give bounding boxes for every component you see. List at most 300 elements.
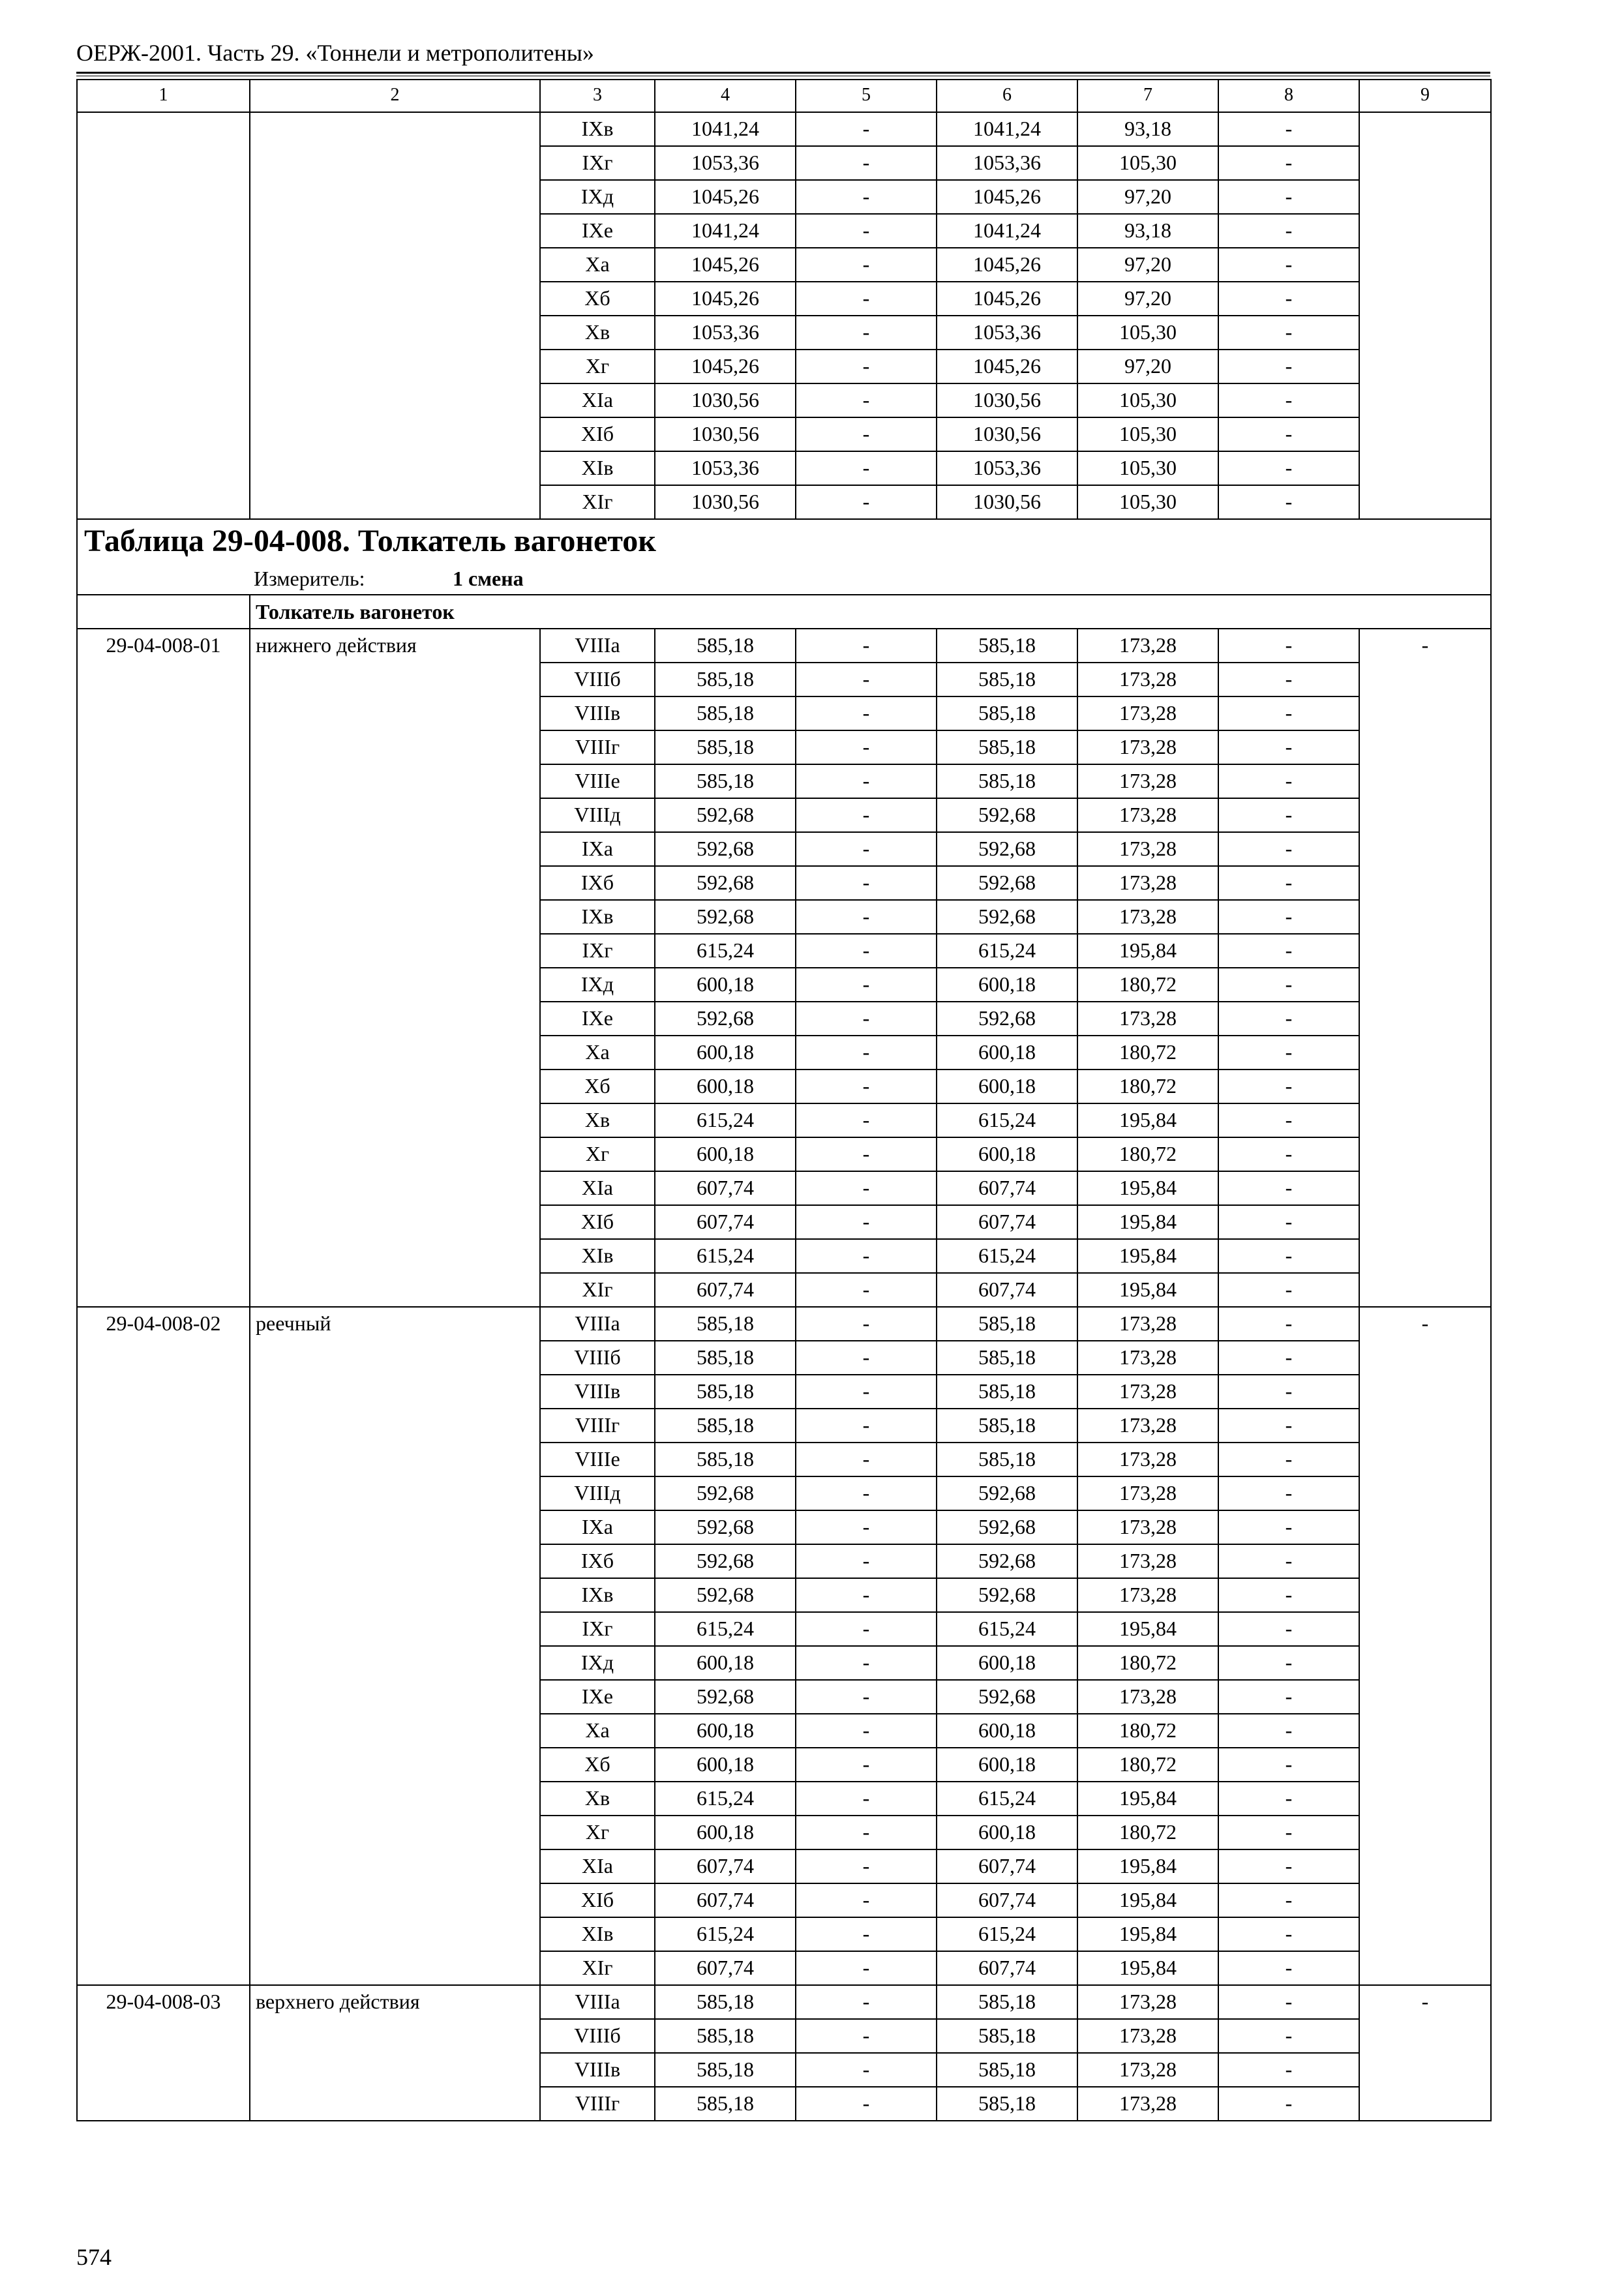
table-cell: XIв xyxy=(540,451,655,485)
table-cell: 585,18 xyxy=(937,1409,1077,1443)
table-cell: - xyxy=(1218,1544,1359,1578)
table-cell: 607,74 xyxy=(937,1849,1077,1883)
col9-cell xyxy=(1359,112,1491,519)
table-cell: - xyxy=(1218,1782,1359,1816)
table-cell: IXе xyxy=(540,1002,655,1036)
table-cell: 1045,26 xyxy=(937,248,1077,282)
table-cell: XIв xyxy=(540,1239,655,1273)
table-cell: 105,30 xyxy=(1077,316,1218,350)
table-cell: 600,18 xyxy=(937,1816,1077,1849)
table-cell: - xyxy=(1218,1307,1359,1341)
table-cell: - xyxy=(796,1680,937,1714)
table-cell: 173,28 xyxy=(1077,866,1218,900)
table-cell: - xyxy=(796,1714,937,1748)
column-number: 9 xyxy=(1359,80,1491,112)
column-number: 2 xyxy=(250,80,540,112)
table-cell: 1030,56 xyxy=(937,417,1077,451)
table-cell: 592,68 xyxy=(655,832,796,866)
table-cell: IXд xyxy=(540,968,655,1002)
table-cell: 585,18 xyxy=(937,629,1077,663)
table-cell: - xyxy=(796,383,937,417)
table-cell: 585,18 xyxy=(937,696,1077,730)
table-cell: 585,18 xyxy=(655,2087,796,2121)
table-title-row xyxy=(77,519,1491,563)
table-cell: - xyxy=(796,1036,937,1070)
table-cell: - xyxy=(796,146,937,180)
table-cell: 607,74 xyxy=(655,1883,796,1917)
table-cell: - xyxy=(1218,764,1359,798)
table-cell: 195,84 xyxy=(1077,1612,1218,1646)
table-cell: 1030,56 xyxy=(655,417,796,451)
table-cell: 173,28 xyxy=(1077,2087,1218,2121)
table-cell: 195,84 xyxy=(1077,1849,1218,1883)
table-cell: - xyxy=(796,1544,937,1578)
table-cell: IXе xyxy=(540,214,655,248)
table-cell: IXв xyxy=(540,900,655,934)
table-cell: 1045,26 xyxy=(655,180,796,214)
table-cell: - xyxy=(1218,1036,1359,1070)
table-cell: 585,18 xyxy=(655,2019,796,2053)
table-cell: - xyxy=(796,316,937,350)
table-cell: 173,28 xyxy=(1077,2019,1218,2053)
table-cell: 615,24 xyxy=(655,1612,796,1646)
table-cell: - xyxy=(1218,1985,1359,2019)
table-cell: 585,18 xyxy=(655,764,796,798)
table-cell: XIв xyxy=(540,1917,655,1951)
table-cell: - xyxy=(796,629,937,663)
table-cell: 585,18 xyxy=(655,1409,796,1443)
table-cell: 1045,26 xyxy=(937,350,1077,383)
col9-cell: - xyxy=(1359,1307,1491,1985)
table-cell: VIIIг xyxy=(540,2087,655,2121)
table-cell: 1041,24 xyxy=(937,112,1077,146)
table-cell: - xyxy=(1218,1409,1359,1443)
measure-cell xyxy=(77,563,1491,595)
table-cell: 592,68 xyxy=(655,866,796,900)
table-cell: - xyxy=(796,764,937,798)
table-cell: 607,74 xyxy=(655,1951,796,1985)
table-cell: - xyxy=(796,730,937,764)
column-number-row xyxy=(77,80,1491,112)
table-cell: 1045,26 xyxy=(655,350,796,383)
table-cell: 173,28 xyxy=(1077,730,1218,764)
table-cell: IXд xyxy=(540,1646,655,1680)
table-cell: 600,18 xyxy=(655,1646,796,1680)
table-cell: - xyxy=(796,1985,937,2019)
table-cell: 600,18 xyxy=(655,1816,796,1849)
table-cell: IXе xyxy=(540,1680,655,1714)
table-cell: - xyxy=(796,1002,937,1036)
table-cell: 105,30 xyxy=(1077,451,1218,485)
table-cell: 585,18 xyxy=(937,2087,1077,2121)
table-cell: 585,18 xyxy=(655,2053,796,2087)
table-cell: - xyxy=(1218,1103,1359,1137)
table-cell: 600,18 xyxy=(655,1070,796,1103)
table-cell: 1053,36 xyxy=(937,146,1077,180)
table-cell: - xyxy=(1218,2019,1359,2053)
item-code: 29-04-008-01 xyxy=(77,629,250,1307)
table-cell: 173,28 xyxy=(1077,1409,1218,1443)
table-cell: 195,84 xyxy=(1077,1951,1218,1985)
table-cell: - xyxy=(796,934,937,968)
table-cell: 592,68 xyxy=(937,1476,1077,1510)
table-cell: 600,18 xyxy=(937,1036,1077,1070)
table-cell: - xyxy=(1218,2053,1359,2087)
item-code: 29-04-008-03 xyxy=(77,1985,250,2121)
table-cell: IXг xyxy=(540,1612,655,1646)
table-cell: - xyxy=(1218,1239,1359,1273)
table-cell: 600,18 xyxy=(937,1748,1077,1782)
table-cell: VIIIа xyxy=(540,629,655,663)
table-cell: - xyxy=(796,2019,937,2053)
table-cell: XIг xyxy=(540,485,655,519)
table-cell: VIIIв xyxy=(540,1375,655,1409)
table-cell: - xyxy=(796,1171,937,1205)
table-cell: - xyxy=(1218,1680,1359,1714)
table-cell: 1030,56 xyxy=(655,485,796,519)
table-cell: 615,24 xyxy=(937,1612,1077,1646)
column-number: 1 xyxy=(77,80,250,112)
table-cell: 173,28 xyxy=(1077,1476,1218,1510)
table-cell: IXа xyxy=(540,1510,655,1544)
table-cell: - xyxy=(796,900,937,934)
table-cell: - xyxy=(796,350,937,383)
table-cell: - xyxy=(1218,282,1359,316)
table-cell: - xyxy=(796,451,937,485)
table-cell: XIг xyxy=(540,1273,655,1307)
table-cell: - xyxy=(1218,180,1359,214)
table-cell: - xyxy=(796,1816,937,1849)
table-cell: VIIIв xyxy=(540,2053,655,2087)
header-rule xyxy=(76,72,1490,74)
table-cell: - xyxy=(796,696,937,730)
table-cell: 173,28 xyxy=(1077,1510,1218,1544)
table-cell: - xyxy=(1218,1443,1359,1476)
table-cell: - xyxy=(1218,1341,1359,1375)
table-cell: 173,28 xyxy=(1077,900,1218,934)
table-cell: 105,30 xyxy=(1077,383,1218,417)
table-cell: - xyxy=(796,1612,937,1646)
table-cell: 180,72 xyxy=(1077,1714,1218,1748)
table-cell: - xyxy=(1218,968,1359,1002)
table-cell: - xyxy=(796,1137,937,1171)
table-cell: IXг xyxy=(540,146,655,180)
table-cell: 180,72 xyxy=(1077,1036,1218,1070)
table-cell: - xyxy=(1218,1714,1359,1748)
table-cell: 180,72 xyxy=(1077,968,1218,1002)
table-cell: - xyxy=(1218,696,1359,730)
table-cell: 1045,26 xyxy=(655,282,796,316)
item-name: верхнего действия xyxy=(250,1985,540,2121)
table-cell: 592,68 xyxy=(655,1510,796,1544)
table-cell: 585,18 xyxy=(655,1443,796,1476)
table-cell: 592,68 xyxy=(937,1544,1077,1578)
table-cell: 607,74 xyxy=(937,1171,1077,1205)
table-cell: VIIIе xyxy=(540,764,655,798)
table-cell: 585,18 xyxy=(655,730,796,764)
table-cell: IXб xyxy=(540,866,655,900)
table-cell: - xyxy=(796,968,937,1002)
measure-label: Измеритель: xyxy=(254,567,365,590)
table-cell: - xyxy=(1218,663,1359,696)
table-cell: 592,68 xyxy=(655,1476,796,1510)
column-number: 3 xyxy=(540,80,655,112)
table-cell: - xyxy=(1218,1205,1359,1239)
table-cell: VIIIб xyxy=(540,1341,655,1375)
table-cell: - xyxy=(1218,934,1359,968)
table-cell: 195,84 xyxy=(1077,1103,1218,1137)
column-number: 6 xyxy=(937,80,1077,112)
table-cell: VIIIб xyxy=(540,2019,655,2053)
table-cell: 600,18 xyxy=(937,1137,1077,1171)
table-cell: 180,72 xyxy=(1077,1816,1218,1849)
table-cell: 600,18 xyxy=(937,1070,1077,1103)
table-cell: 1053,36 xyxy=(655,146,796,180)
table-cell: - xyxy=(1218,832,1359,866)
table-row xyxy=(77,1307,1491,1341)
table-cell: 592,68 xyxy=(937,1680,1077,1714)
table-cell: 615,24 xyxy=(655,1103,796,1137)
table-cell: 585,18 xyxy=(655,663,796,696)
table-cell: - xyxy=(796,1510,937,1544)
column-number: 7 xyxy=(1077,80,1218,112)
table-cell: 97,20 xyxy=(1077,180,1218,214)
table-cell: - xyxy=(796,1748,937,1782)
table-cell: 585,18 xyxy=(937,764,1077,798)
table-cell: 585,18 xyxy=(937,663,1077,696)
table-cell: 1030,56 xyxy=(937,485,1077,519)
name-cell xyxy=(250,112,540,519)
table-cell: 195,84 xyxy=(1077,1917,1218,1951)
table-cell: 1041,24 xyxy=(937,214,1077,248)
column-number: 8 xyxy=(1218,80,1359,112)
table-cell: Xб xyxy=(540,1748,655,1782)
table-cell: VIIIд xyxy=(540,1476,655,1510)
table-cell: IXа xyxy=(540,832,655,866)
table-cell: 173,28 xyxy=(1077,1307,1218,1341)
table-cell: - xyxy=(1218,1070,1359,1103)
table-cell: - xyxy=(796,248,937,282)
table-cell: - xyxy=(1218,1849,1359,1883)
table-cell: 592,68 xyxy=(937,866,1077,900)
table-cell: - xyxy=(796,1849,937,1883)
item-name: нижнего действия xyxy=(250,629,540,1307)
table-cell: 97,20 xyxy=(1077,350,1218,383)
table-cell: - xyxy=(1218,1917,1359,1951)
table-cell: 607,74 xyxy=(655,1273,796,1307)
table-cell: 600,18 xyxy=(655,1748,796,1782)
table-cell: - xyxy=(1218,730,1359,764)
table-cell: - xyxy=(796,180,937,214)
table-cell: - xyxy=(796,1646,937,1680)
table-cell: 615,24 xyxy=(937,934,1077,968)
table-cell: 585,18 xyxy=(655,1341,796,1375)
table-cell: 600,18 xyxy=(937,968,1077,1002)
table-cell: 195,84 xyxy=(1077,1171,1218,1205)
table-cell: - xyxy=(1218,1137,1359,1171)
table-cell: - xyxy=(796,1070,937,1103)
table-cell: - xyxy=(796,663,937,696)
table-cell: - xyxy=(796,866,937,900)
table-cell: Xа xyxy=(540,248,655,282)
table-cell: - xyxy=(796,485,937,519)
table-cell: Xа xyxy=(540,1036,655,1070)
table-cell: 615,24 xyxy=(937,1103,1077,1137)
table-cell: Xб xyxy=(540,1070,655,1103)
table-cell: - xyxy=(1218,451,1359,485)
table-cell: 195,84 xyxy=(1077,1883,1218,1917)
table-cell: 195,84 xyxy=(1077,1782,1218,1816)
table-cell: 1030,56 xyxy=(655,383,796,417)
table-cell: 173,28 xyxy=(1077,1544,1218,1578)
table-cell: Xб xyxy=(540,282,655,316)
table-cell: - xyxy=(1218,248,1359,282)
item-code: 29-04-008-02 xyxy=(77,1307,250,1985)
table-cell: - xyxy=(1218,1646,1359,1680)
table-cell: 173,28 xyxy=(1077,1985,1218,2019)
table-cell: 1053,36 xyxy=(937,451,1077,485)
table-cell: IXв xyxy=(540,1578,655,1612)
table-cell: - xyxy=(796,1476,937,1510)
table-cell: - xyxy=(796,1782,937,1816)
table-cell: XIа xyxy=(540,1849,655,1883)
section-title: Толкатель вагонеток xyxy=(250,595,1491,629)
table-cell: IXг xyxy=(540,934,655,968)
table-cell: - xyxy=(1218,350,1359,383)
table-cell: 180,72 xyxy=(1077,1646,1218,1680)
table-cell: - xyxy=(1218,900,1359,934)
table-cell: - xyxy=(796,1307,937,1341)
table-cell: 173,28 xyxy=(1077,696,1218,730)
table-cell: - xyxy=(1218,1883,1359,1917)
table-cell: - xyxy=(796,2053,937,2087)
table-cell: 607,74 xyxy=(937,1273,1077,1307)
table-cell: 585,18 xyxy=(655,1375,796,1409)
table-cell: - xyxy=(1218,866,1359,900)
table-cell: 195,84 xyxy=(1077,934,1218,968)
table-cell: 585,18 xyxy=(937,1985,1077,2019)
table-cell: 592,68 xyxy=(655,1002,796,1036)
table-cell: - xyxy=(796,214,937,248)
table-cell: XIа xyxy=(540,383,655,417)
table-cell: - xyxy=(1218,1375,1359,1409)
table-cell: 607,74 xyxy=(937,1883,1077,1917)
table-cell: 195,84 xyxy=(1077,1273,1218,1307)
table-cell: - xyxy=(1218,1816,1359,1849)
table-cell: 615,24 xyxy=(655,934,796,968)
table-cell: XIг xyxy=(540,1951,655,1985)
table-cell: 1045,26 xyxy=(655,248,796,282)
table-cell: Xг xyxy=(540,350,655,383)
table-cell: - xyxy=(1218,629,1359,663)
table-cell: IXб xyxy=(540,1544,655,1578)
code-cell xyxy=(77,112,250,519)
table-cell: 97,20 xyxy=(1077,248,1218,282)
table-row xyxy=(77,112,1491,146)
table-title: Таблица 29-04-008. Толкатель вагонеток xyxy=(77,519,1491,563)
table-cell: Xа xyxy=(540,1714,655,1748)
table-cell: 600,18 xyxy=(655,1036,796,1070)
table-cell: 615,24 xyxy=(655,1239,796,1273)
table-cell: 1053,36 xyxy=(655,316,796,350)
table-cell: 1041,24 xyxy=(655,214,796,248)
table-cell: 600,18 xyxy=(655,968,796,1002)
table-cell: 93,18 xyxy=(1077,214,1218,248)
table-cell: 105,30 xyxy=(1077,485,1218,519)
table-cell: 173,28 xyxy=(1077,764,1218,798)
table-cell: 615,24 xyxy=(937,1917,1077,1951)
table-cell: - xyxy=(1218,146,1359,180)
table-cell: 585,18 xyxy=(937,1443,1077,1476)
table-cell: 615,24 xyxy=(655,1917,796,1951)
table-cell: 600,18 xyxy=(937,1714,1077,1748)
table-cell: - xyxy=(796,1883,937,1917)
table-cell: - xyxy=(1218,1171,1359,1205)
table-cell: IXв xyxy=(540,112,655,146)
table-cell: 607,74 xyxy=(655,1205,796,1239)
table-row xyxy=(77,1985,1491,2019)
table-cell: 592,68 xyxy=(937,798,1077,832)
table-cell: - xyxy=(796,1951,937,1985)
table-cell: 592,68 xyxy=(937,832,1077,866)
table-cell: VIIIб xyxy=(540,663,655,696)
table-cell: 173,28 xyxy=(1077,2053,1218,2087)
table-cell: - xyxy=(1218,798,1359,832)
table-cell: - xyxy=(1218,1273,1359,1307)
table-cell: 600,18 xyxy=(655,1137,796,1171)
table-cell: 195,84 xyxy=(1077,1239,1218,1273)
table-cell: Xв xyxy=(540,1103,655,1137)
table-cell: 592,68 xyxy=(937,1578,1077,1612)
table-cell: 180,72 xyxy=(1077,1137,1218,1171)
table-cell: - xyxy=(796,1103,937,1137)
table-cell: - xyxy=(1218,214,1359,248)
table-cell: Xг xyxy=(540,1137,655,1171)
table-cell: 592,68 xyxy=(655,1544,796,1578)
table-cell: 600,18 xyxy=(655,1714,796,1748)
table-cell: 180,72 xyxy=(1077,1748,1218,1782)
table-cell: 1041,24 xyxy=(655,112,796,146)
table-cell: - xyxy=(1218,485,1359,519)
page-header-title: ОЕРЖ-2001. Часть 29. «Тоннели и метрополитены» xyxy=(76,40,594,66)
col9-cell: - xyxy=(1359,629,1491,1307)
table-cell: 173,28 xyxy=(1077,629,1218,663)
table-cell: - xyxy=(1218,1510,1359,1544)
table-cell: - xyxy=(796,832,937,866)
table-cell: 173,28 xyxy=(1077,1375,1218,1409)
table-cell: VIIIг xyxy=(540,730,655,764)
table-cell: - xyxy=(796,1375,937,1409)
table-cell: 607,74 xyxy=(655,1849,796,1883)
table-cell: 173,28 xyxy=(1077,663,1218,696)
measure-value: 1 смена xyxy=(453,567,524,590)
table-cell: 585,18 xyxy=(937,730,1077,764)
table-cell: 1053,36 xyxy=(655,451,796,485)
table-cell: 195,84 xyxy=(1077,1205,1218,1239)
table-cell: 592,68 xyxy=(655,798,796,832)
table-cell: 585,18 xyxy=(655,1307,796,1341)
table-cell: - xyxy=(1218,1578,1359,1612)
table-cell: VIIIд xyxy=(540,798,655,832)
table-cell: - xyxy=(796,282,937,316)
table-cell: - xyxy=(796,112,937,146)
table-cell: 585,18 xyxy=(937,2019,1077,2053)
table-cell: - xyxy=(796,1341,937,1375)
table-cell: - xyxy=(796,1239,937,1273)
table-cell: XIб xyxy=(540,417,655,451)
table-cell: 585,18 xyxy=(937,1341,1077,1375)
table-cell: 97,20 xyxy=(1077,282,1218,316)
